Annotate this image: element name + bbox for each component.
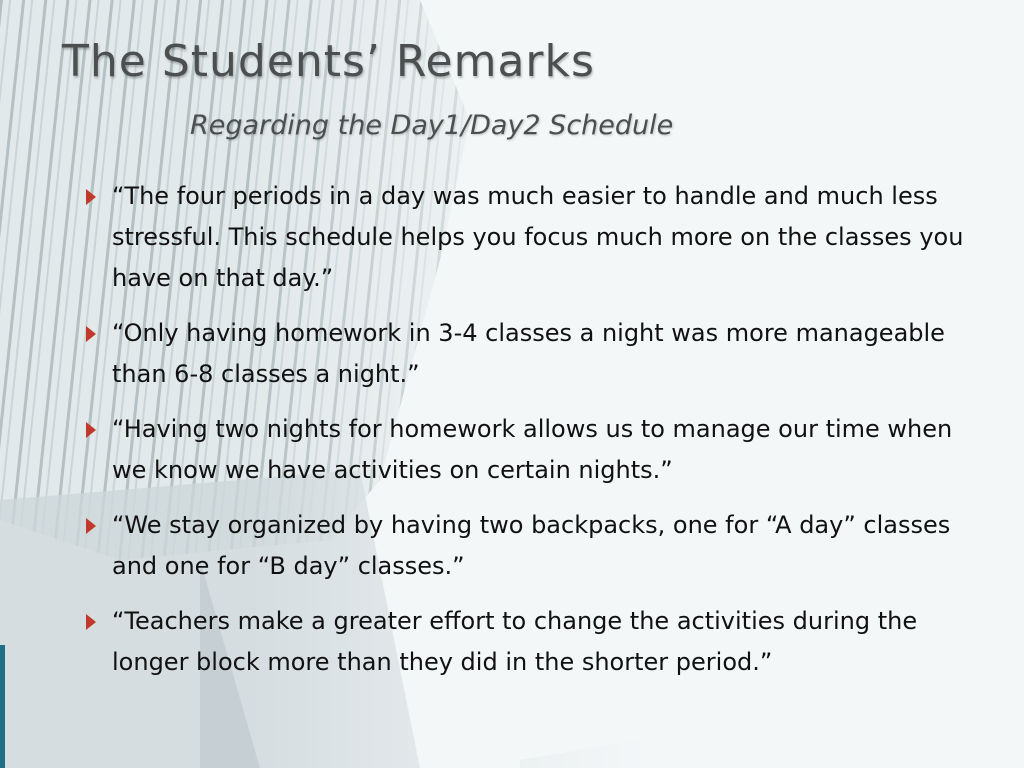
triangle-right-icon (86, 518, 96, 534)
remark-text: “The four periods in a day was much easier to handle and much less stressful. This schedule helps you focus much more on the classes you have on that day.” (112, 182, 964, 292)
triangle-right-icon (86, 614, 96, 630)
remarks-list (82, 176, 987, 697)
list-item (82, 601, 987, 683)
list-item (82, 409, 987, 491)
list-item (82, 176, 987, 299)
triangle-right-icon (86, 189, 96, 205)
remark-text: “Teachers make a greater effort to change the activities during the longer block more than they did in the shorter period.” (112, 607, 918, 676)
triangle-right-icon (86, 422, 96, 438)
slide-subtitle: Regarding the Day1/Day2 Schedule (190, 110, 674, 141)
accent-bar (0, 645, 5, 768)
remark-text: “Only having homework in 3-4 classes a night was more manageable than 6-8 classes a night.” (112, 319, 945, 388)
remark-text: “Having two nights for homework allows us to manage our time when we know we have activities on certain nights.” (112, 415, 953, 484)
remark-text: “We stay organized by having two backpacks, one for “A day” classes and one for “B day” classes.” (112, 511, 951, 580)
list-item (82, 313, 987, 395)
list-item (82, 505, 987, 587)
slide-title: The Students’ Remarks (62, 36, 595, 87)
triangle-right-icon (86, 326, 96, 342)
